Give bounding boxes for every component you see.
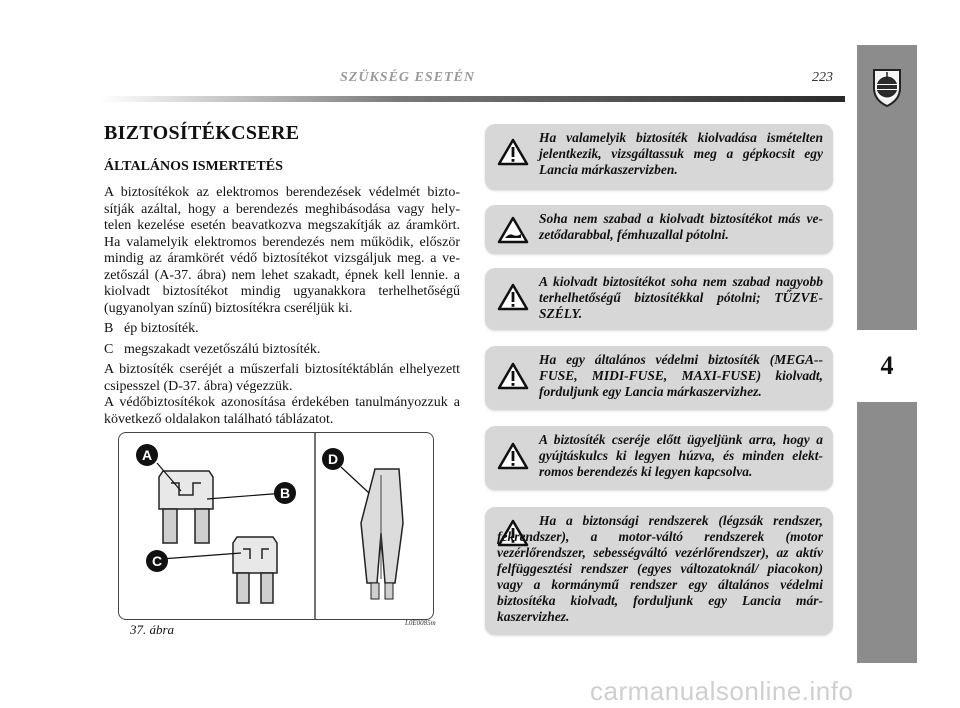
warning-text: Ha a biztonsági rendszerek (légzsák rendszer, fékrendszer), a motor-váltó rendszerek (motor vezérlőrendszer, sebességváltó vezérlőrendszer), az aktív felfüggesztési rendszer (egyes változatoknál/ piacokon) vagy a kormánymű rendszer egy általános védelmi biztosítéka kiolvadt, forduljunk egy Lancia már-kaszervizhez. [497,513,823,624]
section-subtitle: ÁLTALÁNOS ISMERTETÉS [104,159,283,174]
warning-text: A kiolvadt biztosítékot soha nem szabad nagyobb terhelhetőségű biztosítékkal pótolni; TŰZVE-SZÉLY. [539,274,823,321]
intro-paragraph: A biztosítékok az elektromos berendezések védelmét bizto-sítják azáltal, hogy a berendezés meghibásodása vagy hely-telen kezelése esetén beavatkozva megszakítják az áramkört. Ha valamelyik elektromos berendezés nem működik, először mindig az áramkörét védő biztosítékot vizsgáljuk meg. a ve-zetőszál (A-37. ábra) nem lehet szakadt, épnek kell lennie. a kiolvadt biztosítékot mindig ugyanakkora terhelhetőségű (ugyanolyan színű) biztosítékra cseréljük ki. [104,185,460,316]
page-number: 223 [812,70,833,85]
chapter-number: 4 [857,330,917,402]
blown-fuse-icon [233,537,277,603]
warning-triangle-icon [497,138,529,166]
warning-text: Ha valamelyik biztosíték kiolvadása ismételten jelentkezik, vizsgáltassuk meg a gépkocsit egy Lancia márkaszervizben. [539,130,823,177]
warning-box [485,426,833,490]
fuse-puller-icon [361,469,403,599]
figure-caption: 37. ábra [130,622,175,637]
warning-box [485,507,833,635]
figure-code: L0E0085m [405,619,436,627]
list-item [104,321,460,338]
warning-triangle-icon [497,283,529,311]
identification-paragraph: A védőbiztosítékok azonosítása érdekében tanulmányozzuk a következő oldalakon található táblázatot. [104,395,460,427]
warning-box [485,205,833,254]
page-title: BIZTOSÍTÉKCSERE [104,122,300,144]
label-d: D [327,451,339,467]
list-item-text: ép biztosíték. [124,321,199,336]
watermark: carmanualsonline.info [590,676,854,706]
warning-box [485,124,833,190]
label-b: B [279,485,291,501]
list-item-letter: B [104,321,114,336]
warning-box [485,346,833,410]
warning-text: Soha nem szabad a kiolvadt biztosítékot más ve-zetődarabbal, fémhuzallal pótolni. [539,211,823,242]
label-a: A [141,447,153,463]
lancia-logo-icon [870,66,904,108]
warning-box [485,268,833,330]
road-hazard-icon [497,216,529,244]
header-rule [100,96,845,102]
replacement-paragraph: A biztosíték cseréjét a műszerfali biztosítéktáblán elhelyezett csipesszel (D-37. ábra) végezzük. [104,362,460,394]
fuse-illustration [119,433,433,619]
fuse-figure [118,432,434,620]
list-item-letter: C [104,341,114,357]
list-item [104,342,460,359]
warning-text: A biztosíték cseréje előtt ügyeljünk arra, hogy a gyújtáskulcs ki legyen húzva, és minden elekt-romos berendezés ki legyen kapcsolva. [539,432,823,479]
left-column [104,122,460,428]
warning-text: Ha egy általános védelmi biztosíték (MEGA--FUSE, MIDI-FUSE, MAXI-FUSE) kiolvadt, forduljunk egy Lancia márkaszervizhez. [539,352,823,399]
page-header-title: SZÜKSÉG ESETÉN [340,70,475,85]
warning-triangle-icon [497,442,529,470]
list-item-text: megszakadt vezetőszálú biztosíték. [124,341,321,357]
warning-triangle-icon [497,362,529,390]
label-c: C [151,553,163,569]
intact-fuse-icon [159,471,213,543]
